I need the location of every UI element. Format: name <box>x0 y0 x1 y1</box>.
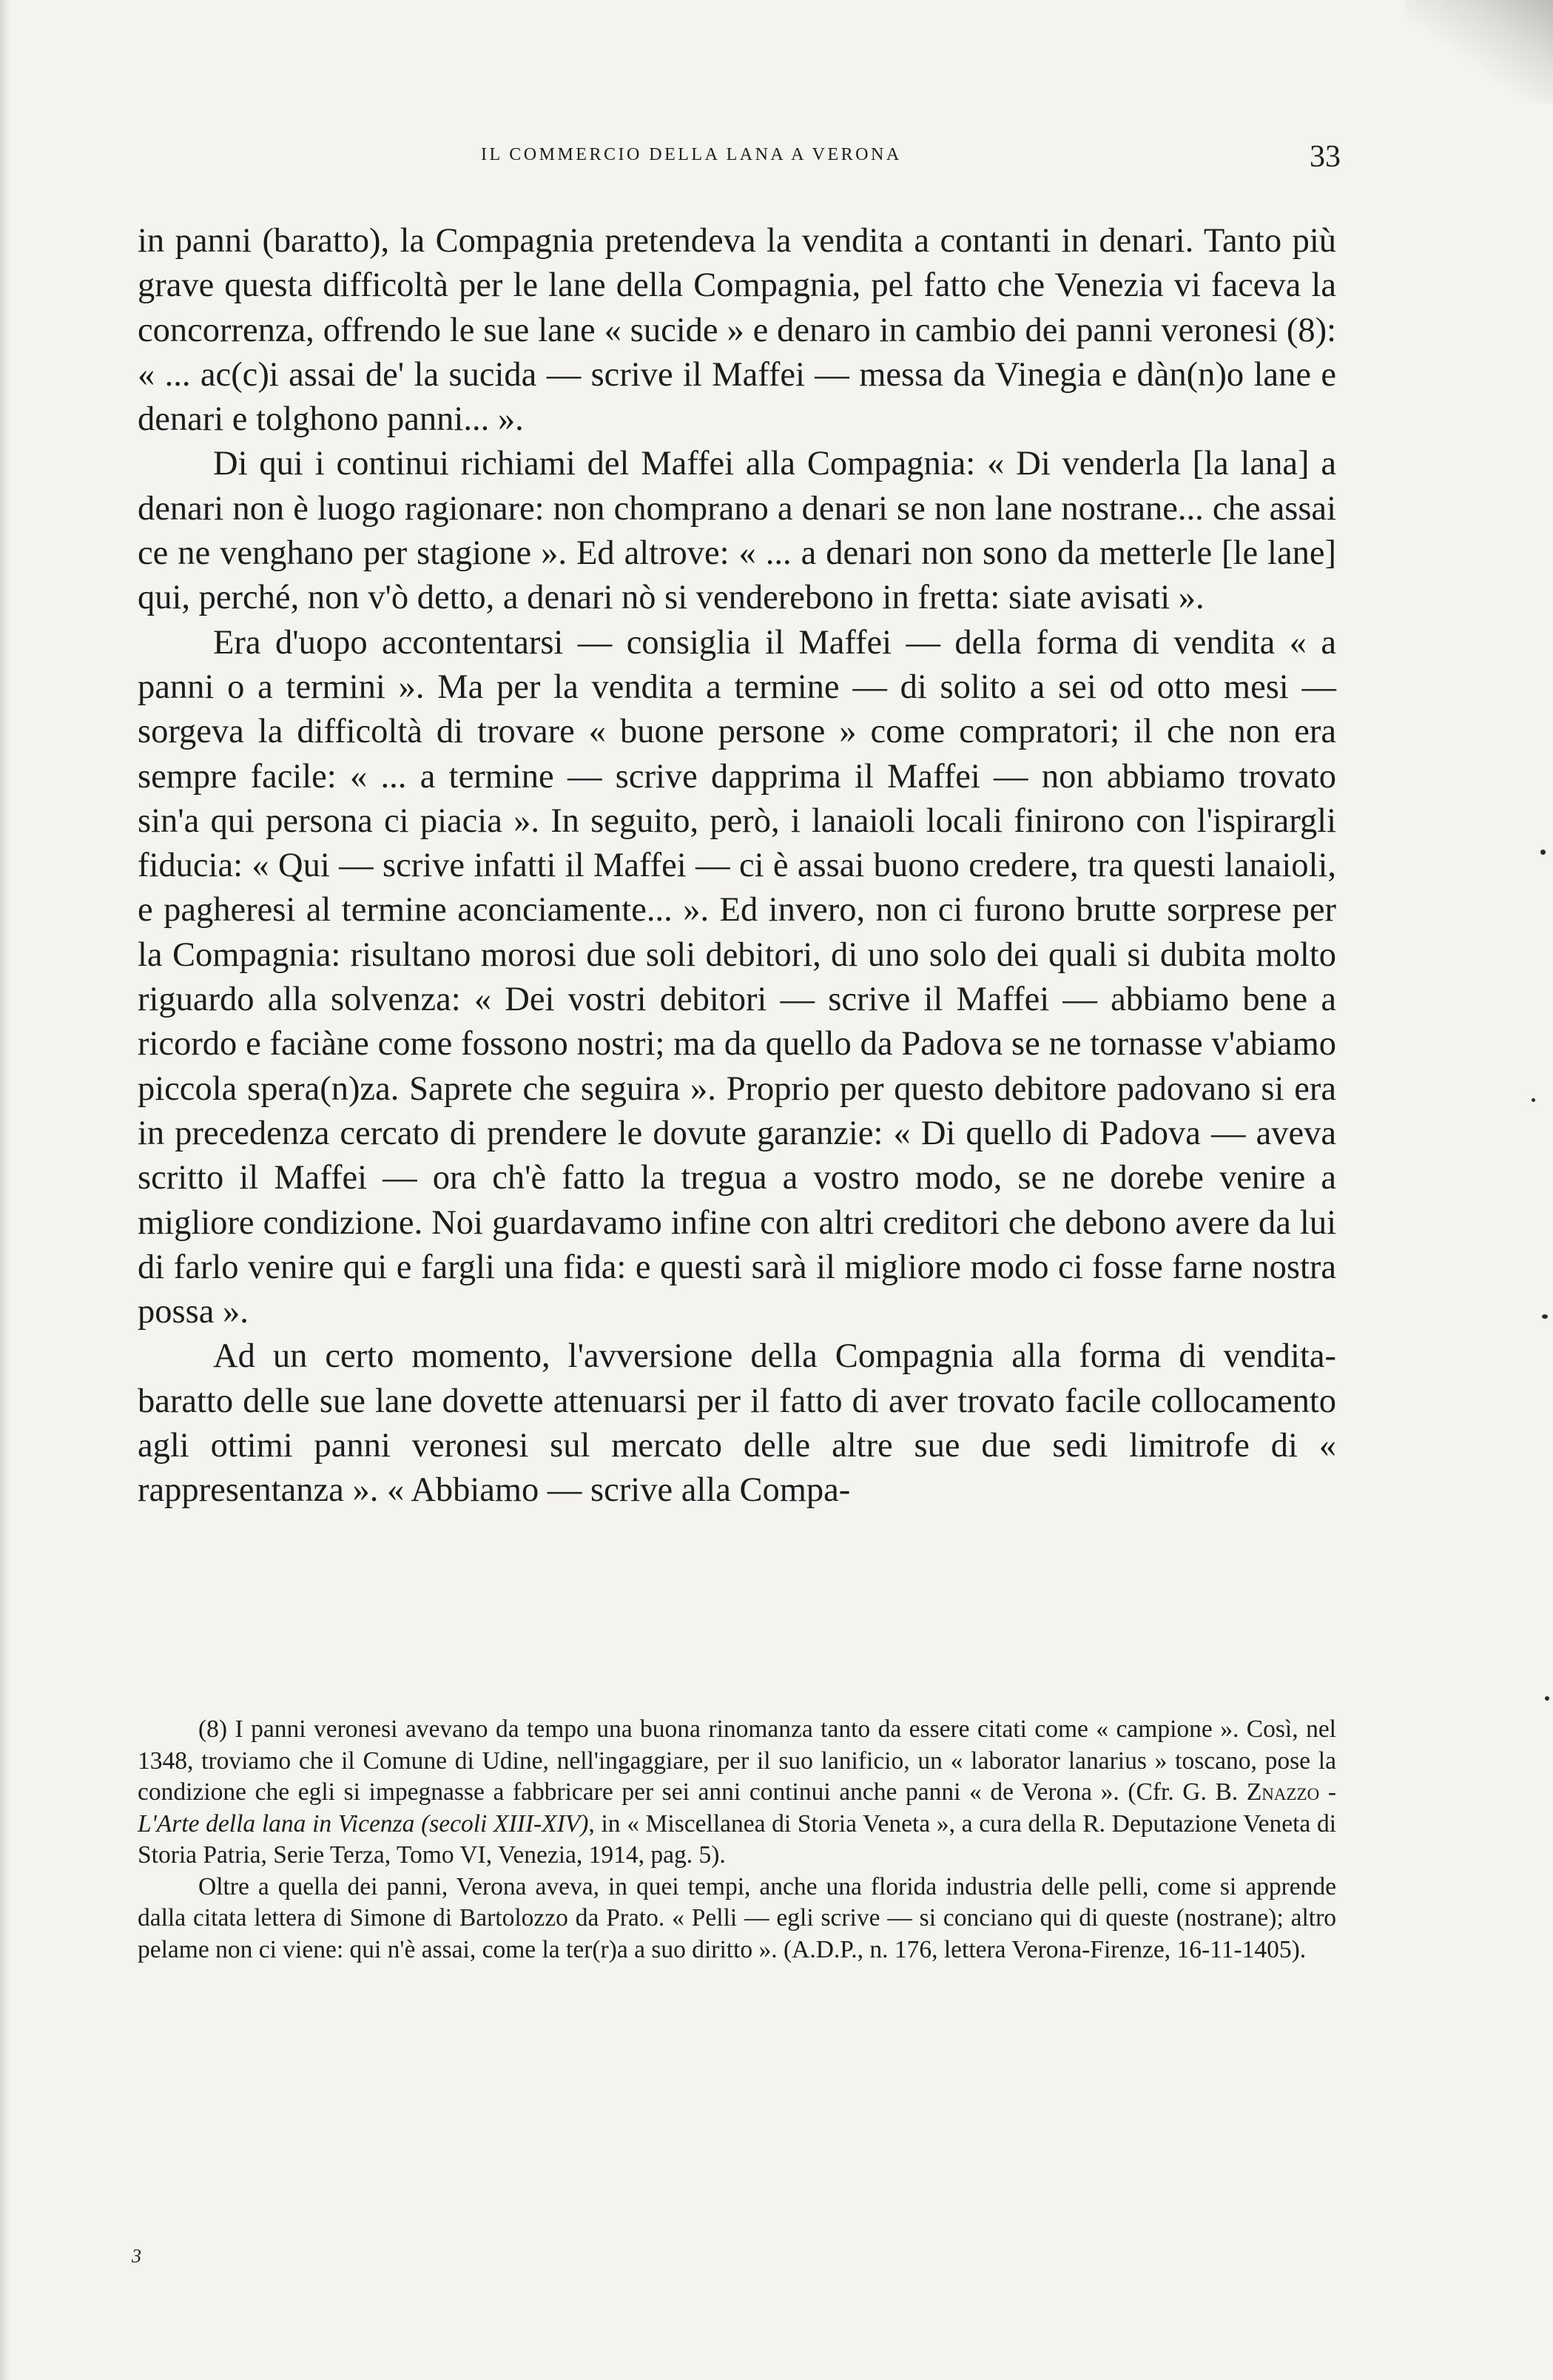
footnote-8 <box>138 1714 1336 1872</box>
signature-mark: 3 <box>132 2245 141 2267</box>
margin-speck <box>1545 1696 1549 1701</box>
scan-corner-smudge <box>1405 0 1553 104</box>
running-header <box>138 139 1341 184</box>
margin-speck <box>1542 1314 1548 1319</box>
page-number: 33 <box>1310 140 1341 174</box>
footnotes <box>138 1714 1336 1966</box>
paragraph-3: Era d'uopo accontentarsi — consiglia il Maffei — della forma di vendita « a panni o a termini ». Ma per la vendita a termine — di solito a sei od otto mesi — sorgeva la difficoltà di trovare « buone persone » come compratori; il che non era sempre facile: « ... a termine — scrive dapprima il Maffei — non abbiamo trovato sin'a qui persona ci piacia ». In seguito, però, i lanaioli locali finirono con l'ispirargli fiducia: « Qui — scrive infatti il Maffei — ci è assai buono credere, tra questi lanaioli, e pagheresi al termine aconciamente... ». Ed invero, non ci furono brutte sorprese per la Compagnia: risultano morosi due soli debitori, di uno solo dei quali si dubita molto riguardo alla solvenza: « Dei vostri debitori — scrive il Maffei — abbiamo bene a ricordo e faciàne come fossono nostri; ma da quello da Padova se ne tornasse v'abiamo piccola spera(n)za. Saprete che seguira ». Proprio per questo debitore padovano si era in precedenza cercato di prendere le dovute garanzie: « Di quello di Padova — aveva scritto il Maffei — ora ch'è fatto la tregua a vostro modo, se ne dorebe venire a migliore condizione. Noi guardavamo infine con altri creditori che debono avere da lui di farlo venire qui e fargli una fida: e questi sarà il migliore modo ci fosse farne nostra possa ». <box>138 623 1336 1331</box>
footnote-8-text: (8) I panni veronesi avevano da tempo una buona rinomanza tanto da essere citati come « campione ». Così, nel 1348, troviamo che il Comune di Udine, nell'ingaggiare, per il suo lanificio, un « laborator lanarius » toscano, pose la condizione che egli si impegnasse a fabbricare per sei anni continui anche panni « de Verona ». (Cfr. G. B. <box>138 1715 1336 1806</box>
margin-speck <box>1540 850 1546 855</box>
running-title: IL COMMERCIO DELLA LANA A VERONA <box>481 145 902 164</box>
main-text <box>138 219 1336 1513</box>
footnote-continued: Oltre a quella dei panni, Verona aveva, in quei tempi, anche una florida industria delle pelli, come si apprende dalla citata lettera di Simone di Bartolozzo da Prato. « Pelli — egli scrive — si conciano qui di queste (nostrane); altro pelame non ci viene: qui n'è assai, come la ter(r)a a suo diritto ». (A.D.P., n. 176, lettera Verona-Firenze, 16-11-1405). <box>138 1872 1336 1963</box>
footnote-8-work-title: L'Arte della lana in Vicenza (secoli XIII-XIV) <box>138 1809 589 1838</box>
margin-speck <box>1532 1098 1535 1102</box>
paragraph-1: in panni (baratto), la Compagnia pretendeva la vendita a contanti in denari. Tanto più grave questa difficoltà per le lane della Compagnia, pel fatto che Venezia vi faceva la concorrenza, offrendo le sue lane « sucide » e denaro in cambio dei panni veronesi (8): « ... ac(c)i assai de' la sucida — scrive il Maffei — messa da Vinegia e dàn(n)o lane e denari e tolghono panni... ». <box>138 222 1336 439</box>
page-edge-shadow <box>0 0 10 2380</box>
footnote-8-dash: - <box>1319 1778 1336 1806</box>
paragraph-4: Ad un certo momento, l'avversione della Compagnia alla forma di vendita-baratto delle sue lane dovette attenuarsi per il fatto di aver trovato facile collocamento agli ottimi panni veronesi sul mercato delle altre sue due sedi limitrofe di « rappresentanza ». « Abbiamo — scrive alla Compa- <box>138 1337 1336 1510</box>
footnote-8-author: Znazzo <box>1246 1778 1320 1806</box>
paragraph-2: Di qui i continui richiami del Maffei alla Compagnia: « Di venderla [la lana] a denari non è luogo ragionare: non chomprano a denari se non lane nostrane... che assai ce ne venghano per stagione ». Ed altrove: « ... a denari non sono da metterle [le lane] qui, perché, non v'ò detto, a denari nò si venderebono in fretta: siate avisati ». <box>138 445 1336 617</box>
footnote-8-text-end: , in « Miscellanea di Storia Veneta », a cura della R. Deputazione Veneta di Storia Patria, Serie Terza, Tomo VI, Venezia, 1914, pag. 5). <box>138 1809 1337 1869</box>
